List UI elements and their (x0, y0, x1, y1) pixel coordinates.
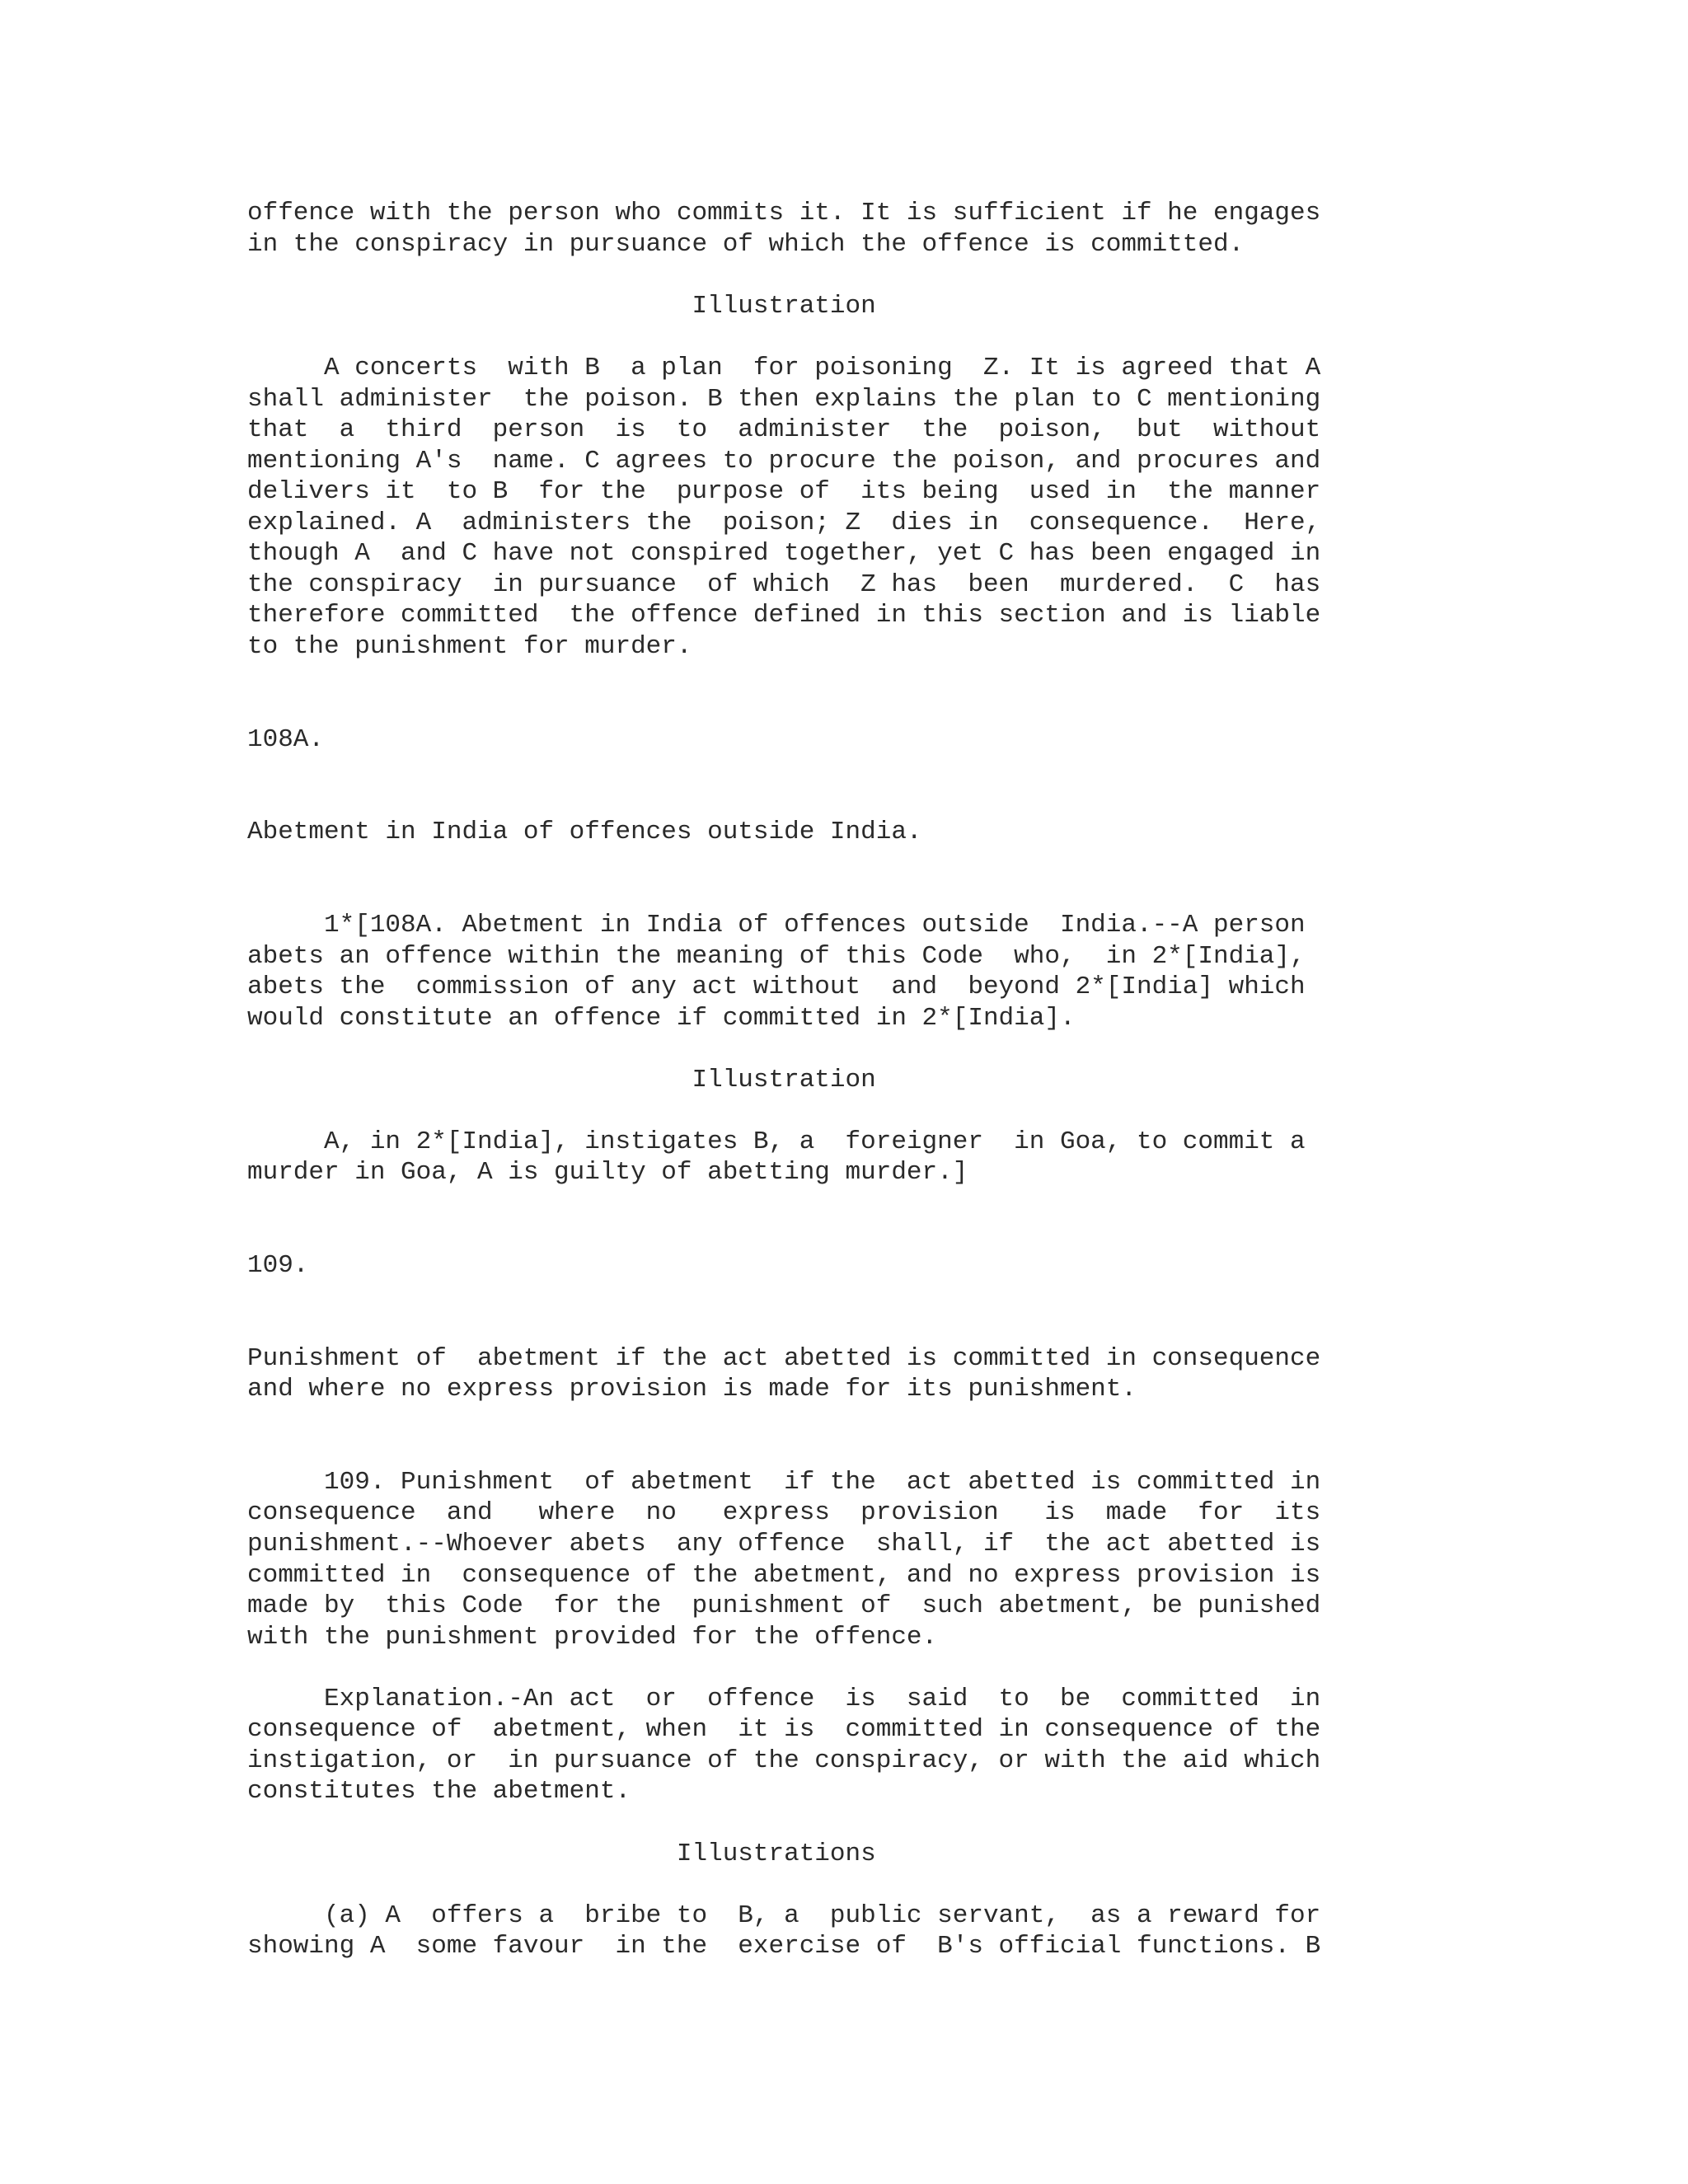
section-title: Abetment in India of offences outside India. (247, 818, 922, 846)
text-line: 109. Punishment of abetment if the act abetted is committed in (247, 1468, 1321, 1497)
text-line: explained. A administers the poison; Z dies in consequence. Here, (247, 509, 1321, 537)
section-title: and where no express provision is made for its punishment. (247, 1375, 1137, 1404)
text-line: made by this Code for the punishment of such abetment, be punished (247, 1591, 1321, 1620)
text-line: in the conspiracy in pursuance of which the offence is committed. (247, 230, 1245, 259)
text-line: abets an offence within the meaning of this Code who, in 2*[India], (247, 942, 1306, 971)
text-line: showing A some favour in the exercise of B's official functions. B (247, 1932, 1321, 1961)
text-line: A concerts with B a plan for poisoning Z. It is agreed that A (247, 354, 1321, 382)
text-line: shall administer the poison. B then explains the plan to C mentioning (247, 385, 1321, 414)
text-line: instigation, or in pursuance of the conspiracy, or with the aid which (247, 1746, 1321, 1775)
text-line: consequence and where no express provision is made for its (247, 1498, 1321, 1527)
section-title: Punishment of abetment if the act abetted is committed in consequence (247, 1344, 1321, 1373)
text-line: delivers it to B for the purpose of its being used in the manner (247, 477, 1321, 506)
text-line: Explanation.-An act or offence is said to be committed in (247, 1685, 1321, 1713)
text-line: committed in consequence of the abetment, and no express provision is (247, 1561, 1321, 1590)
illustration-heading: Illustration (247, 292, 876, 321)
text-line: abets the commission of any act without and beyond 2*[India] which (247, 972, 1306, 1001)
illustrations-heading: Illustrations (247, 1840, 876, 1868)
text-line: to the punishment for murder. (247, 632, 692, 661)
text-line: punishment.--Whoever abets any offence shall, if the act abetted is (247, 1530, 1321, 1558)
text-line: that a third person is to administer the poison, but without (247, 415, 1321, 444)
text-line: 1*[108A. Abetment in India of offences outside India.--A person (247, 911, 1306, 940)
text-line: therefore committed the offence defined in this section and is liable (247, 601, 1321, 630)
section-number: 108A. (247, 725, 325, 754)
text-line: the conspiracy in pursuance of which Z has been murdered. C has (247, 570, 1321, 599)
text-line: murder in Goa, A is guilty of abetting murder.] (247, 1158, 968, 1187)
section-number: 109. (247, 1251, 309, 1280)
text-line: would constitute an offence if committed in 2*[India]. (247, 1004, 1076, 1033)
text-line: though A and C have not conspired together, yet C has been engaged in (247, 539, 1321, 568)
text-line: mentioning A's name. C agrees to procure the poison, and procures and (247, 447, 1321, 476)
illustration-heading: Illustration (247, 1066, 876, 1094)
text-line: constitutes the abetment. (247, 1777, 631, 1806)
text-line: with the punishment provided for the offence. (247, 1623, 938, 1652)
text-line: consequence of abetment, when it is committed in consequence of the (247, 1715, 1321, 1744)
text-line: offence with the person who commits it. It is sufficient if he engages (247, 199, 1321, 227)
text-line: A, in 2*[India], instigates B, a foreigner in Goa, to commit a (247, 1127, 1306, 1156)
text-line: (a) A offers a bribe to B, a public servant, as a reward for (247, 1901, 1321, 1930)
